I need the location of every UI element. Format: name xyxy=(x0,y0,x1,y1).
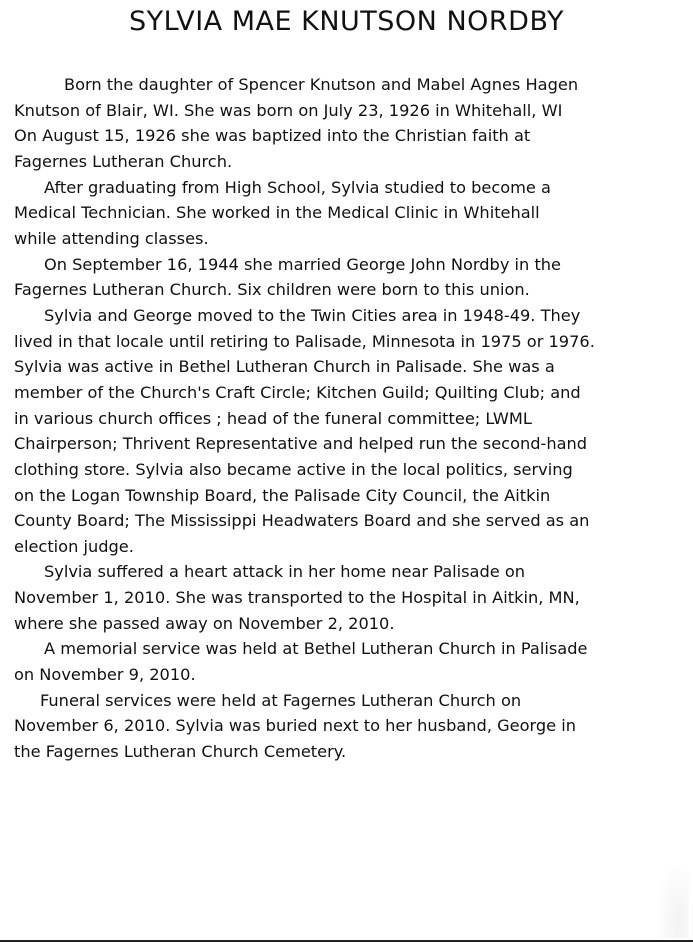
paragraph-line: Fagernes Lutheran Church. Six children were born to this union. xyxy=(14,280,530,300)
paragraph-line: Medical Technician. She worked in the Medical Clinic in Whitehall xyxy=(14,203,540,223)
paragraph-line: while attending classes. xyxy=(14,228,209,248)
paragraph-line: lived in that locale until retiring to Palisade, Minnesota in 1975 or 1976. xyxy=(14,331,595,351)
paragraph-line: November 1, 2010. She was transported to the Hospital in Aitkin, MN, xyxy=(14,588,580,608)
paragraph-line: Sylvia and George moved to the Twin Cities area in 1948-49. They xyxy=(44,305,581,325)
paragraph-line: Chairperson; Thrivent Representative and helped run the second-hand xyxy=(14,434,588,454)
paragraph-line: Funeral services were held at Fagernes Lutheran Church on xyxy=(40,690,522,710)
paragraph-line: Sylvia suffered a heart attack in her home near Palisade on xyxy=(44,562,526,582)
scan-smudge xyxy=(655,858,689,938)
paragraph-line: November 6, 2010. Sylvia was buried next to her husband, George in xyxy=(14,716,577,736)
obituary-body xyxy=(14,72,686,765)
paragraph-line: On August 15, 1926 she was baptized into the Christian faith at xyxy=(14,126,531,146)
paragraph-line: County Board; The Mississippi Headwaters Board and she served as an xyxy=(14,511,590,531)
paragraph-line: on the Logan Township Board, the Palisade City Council, the Aitkin xyxy=(14,485,551,505)
paragraph-line: On September 16, 1944 she married George John Nordby in the xyxy=(44,254,562,274)
paragraph-line: in various church offices ; head of the funeral committee; LWML xyxy=(14,408,532,428)
paragraph-line: A memorial service was held at Bethel Lutheran Church in Palisade xyxy=(44,639,588,659)
paragraph-line: election judge. xyxy=(14,536,134,556)
paragraph-line: Knutson of Blair, WI. She was born on July 23, 1926 in Whitehall, WI xyxy=(14,100,563,120)
paragraph-line: clothing store. Sylvia also became active in the local politics, serving xyxy=(14,459,573,479)
paragraph-line: After graduating from High School, Sylvia studied to become a xyxy=(44,177,551,197)
paragraph-line: Fagernes Lutheran Church. xyxy=(14,151,233,171)
paragraph-line: Born the daughter of Spencer Knutson and Mabel Agnes Hagen xyxy=(64,75,579,94)
paragraph-line: the Fagernes Lutheran Church Cemetery. xyxy=(14,742,347,762)
paragraph-line: Sylvia was active in Bethel Lutheran Church in Palisade. She was a xyxy=(14,357,555,377)
paragraph-line: where she passed away on November 2, 2010. xyxy=(14,613,395,633)
paragraph-line: member of the Church's Craft Circle; Kitchen Guild; Quilting Club; and xyxy=(14,382,581,402)
paragraph-line: on November 9, 2010. xyxy=(14,665,196,685)
page-title: SYLVIA MAE KNUTSON NORDBY xyxy=(129,6,564,37)
